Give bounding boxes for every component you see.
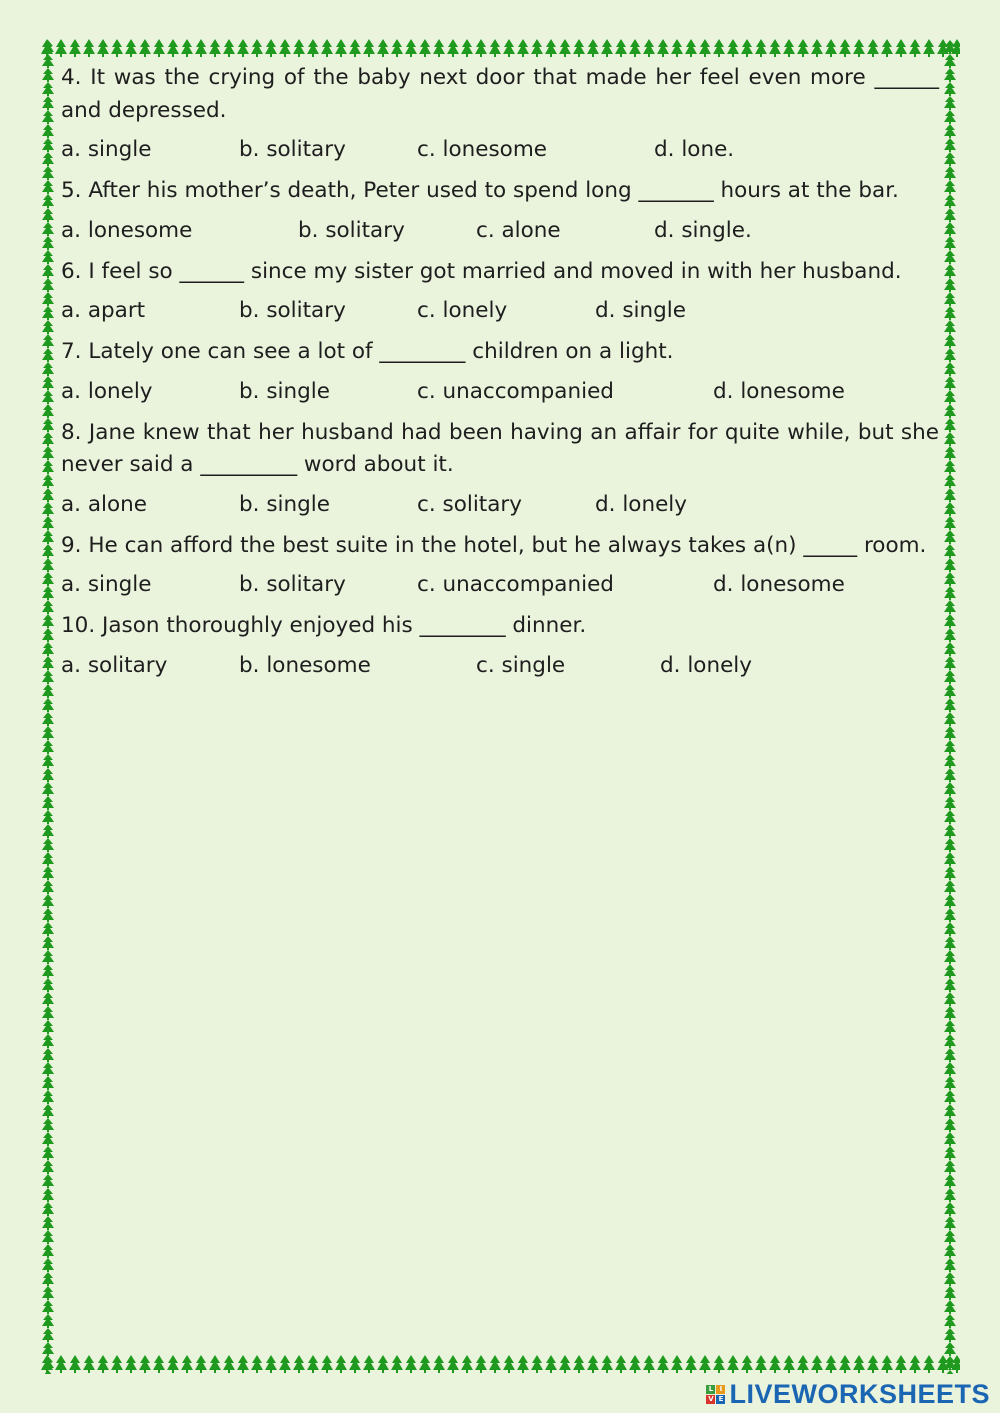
question-8: 8. Jane knew that her husband had been having an affair for quite while, but she never said a _________ word about it. bbox=[61, 419, 939, 477]
options-8 bbox=[61, 489, 939, 522]
logo-letter-v: V bbox=[708, 1394, 714, 1403]
options-10 bbox=[61, 650, 939, 683]
option-6b[interactable]: b. solitary bbox=[239, 298, 346, 323]
option-10a[interactable]: a. solitary bbox=[61, 652, 168, 678]
option-9d[interactable]: d. lonesome bbox=[713, 572, 845, 597]
options-6 bbox=[61, 295, 939, 328]
option-8a[interactable]: a. alone bbox=[61, 491, 147, 517]
question-5: 5. After his mother’s death, Peter used to spend long _______ hours at the bar. bbox=[61, 178, 899, 203]
liveworksheets-wordmark: LIVEWORKSHEETS bbox=[729, 1378, 990, 1409]
option-4d[interactable]: d. lone. bbox=[654, 137, 735, 162]
option-6d[interactable]: d. single bbox=[595, 298, 686, 323]
question-7: 7. Lately one can see a lot of ________ children on a light. bbox=[61, 339, 674, 364]
options-4 bbox=[61, 134, 939, 167]
option-9c[interactable]: c. unaccompanied bbox=[417, 572, 614, 597]
tree-border-left bbox=[38, 40, 58, 1374]
option-9a[interactable]: a. single bbox=[61, 572, 152, 597]
option-8d[interactable]: d. lonely bbox=[595, 491, 687, 517]
question-4: 4. It was the crying of the baby next door that made her feel even more ______ and depressed. bbox=[61, 65, 939, 123]
option-10b[interactable]: b. lonesome bbox=[239, 652, 371, 678]
question-6: 6. I feel so ______ since my sister got married and moved in with her husband. bbox=[61, 258, 902, 284]
option-4c[interactable]: c. lonesome bbox=[417, 137, 547, 162]
option-5a[interactable]: a. lonesome bbox=[61, 217, 193, 243]
logo-letter-e: E bbox=[716, 1395, 725, 1404]
option-7d[interactable]: d. lonesome bbox=[713, 378, 845, 404]
option-9b[interactable]: b. solitary bbox=[239, 572, 346, 597]
option-4b[interactable]: b. solitary bbox=[239, 137, 346, 162]
option-10c[interactable]: c. single bbox=[476, 652, 566, 678]
tree-border-right bbox=[940, 40, 960, 1374]
option-5c[interactable]: c. alone bbox=[476, 217, 561, 243]
question-9: 9. He can afford the best suite in the hotel, but he always takes a(n) _____ room. bbox=[61, 532, 927, 558]
option-8c[interactable]: c. solitary bbox=[417, 491, 522, 517]
option-4a[interactable]: a. single bbox=[61, 137, 152, 162]
option-7a[interactable]: a. lonely bbox=[61, 378, 153, 404]
options-5 bbox=[61, 215, 939, 248]
option-7c[interactable]: c. unaccompanied bbox=[417, 378, 614, 404]
logo-letter-i: I bbox=[716, 1385, 725, 1394]
options-7 bbox=[61, 376, 939, 409]
option-10d[interactable]: d. lonely bbox=[660, 652, 752, 678]
option-5d[interactable]: d. single. bbox=[654, 217, 752, 243]
option-6c[interactable]: c. lonely bbox=[417, 298, 508, 323]
liveworksheets-logo-icon bbox=[706, 1385, 725, 1404]
tree-border-bottom bbox=[40, 1354, 960, 1374]
liveworksheets-watermark bbox=[706, 1379, 990, 1409]
option-5b[interactable]: b. solitary bbox=[298, 217, 405, 243]
option-8b[interactable]: b. single bbox=[239, 491, 330, 517]
options-9 bbox=[61, 569, 939, 602]
option-6a[interactable]: a. apart bbox=[61, 298, 146, 323]
question-10: 10. Jason thoroughly enjoyed his ________ dinner. bbox=[61, 613, 587, 638]
worksheet-content bbox=[61, 60, 939, 689]
option-7b[interactable]: b. single bbox=[239, 378, 330, 404]
logo-letter-l: L bbox=[706, 1385, 715, 1394]
tree-border-top bbox=[40, 38, 960, 58]
